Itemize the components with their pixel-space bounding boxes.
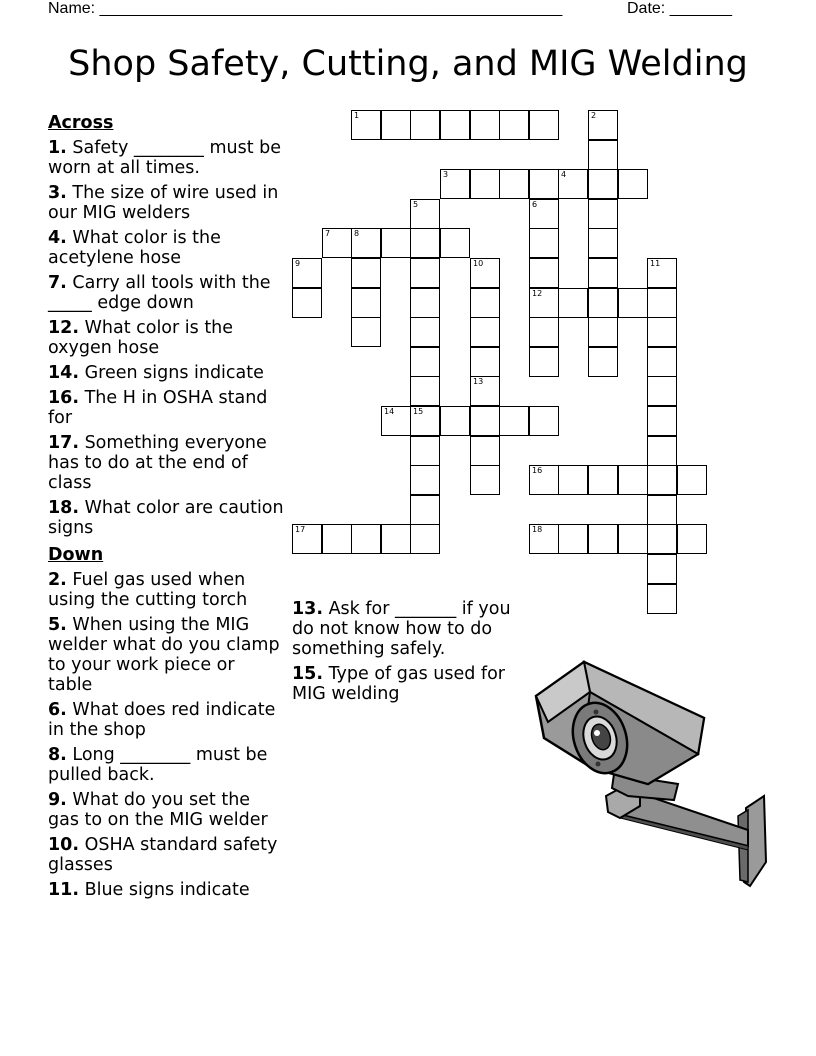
grid-cell[interactable] [529, 169, 559, 199]
grid-cell[interactable] [292, 288, 322, 318]
clue-across-18 [48, 498, 284, 538]
clue-number: 10. [48, 835, 80, 855]
grid-cell[interactable] [647, 524, 677, 554]
grid-cell[interactable] [499, 406, 529, 436]
grid-cell[interactable] [410, 317, 440, 347]
grid-cell[interactable] [588, 110, 618, 140]
clue-down-2 [48, 570, 284, 610]
clue-down-8 [48, 745, 284, 785]
clue-text: Green signs indicate [79, 363, 264, 383]
clue-number: 7. [48, 273, 67, 293]
clue-text: The H in OSHA stand for [48, 388, 268, 428]
grid-cell[interactable] [529, 110, 559, 140]
clue-number: 4. [48, 228, 67, 248]
cell-number: 9 [295, 259, 301, 268]
cell-number: 14 [384, 407, 395, 416]
grid-cell[interactable] [410, 199, 440, 229]
grid-cell[interactable] [647, 554, 677, 584]
cell-number: 18 [532, 525, 543, 534]
clues-column-right [292, 599, 518, 709]
grid-cell[interactable] [558, 465, 588, 495]
grid-cell[interactable] [588, 228, 618, 258]
grid-cell[interactable] [351, 258, 381, 288]
grid-cell[interactable] [322, 228, 352, 258]
grid-cell[interactable] [588, 317, 618, 347]
clue-text: OSHA standard safety glasses [48, 835, 278, 875]
grid-cell[interactable] [529, 288, 559, 318]
grid-cell[interactable] [558, 524, 588, 554]
grid-cell[interactable] [529, 258, 559, 288]
cell-number: 10 [473, 259, 484, 268]
clue-down-15 [292, 664, 518, 704]
grid-cell[interactable] [410, 406, 440, 436]
clue-down-13 [292, 599, 518, 659]
grid-cell[interactable] [647, 584, 677, 614]
grid-cell[interactable] [410, 228, 440, 258]
clue-across-14 [48, 363, 284, 383]
grid-cell[interactable] [470, 110, 500, 140]
grid-cell[interactable] [381, 406, 411, 436]
grid-cell[interactable] [440, 169, 470, 199]
grid-cell[interactable] [618, 288, 648, 318]
grid-cell[interactable] [588, 169, 618, 199]
grid-cell[interactable] [470, 169, 500, 199]
clue-number: 13. [292, 599, 324, 619]
cell-number: 2 [591, 111, 597, 120]
page-title: Shop Safety, Cutting, and MIG Welding [68, 44, 748, 84]
cell-number: 7 [325, 229, 331, 238]
grid-cell[interactable] [588, 288, 618, 318]
date-field[interactable]: Date: _______ [627, 0, 732, 17]
clue-number: 17. [48, 433, 80, 453]
clue-number: 3. [48, 183, 67, 203]
grid-cell[interactable] [351, 288, 381, 318]
cell-number: 16 [532, 466, 543, 475]
grid-cell[interactable] [618, 465, 648, 495]
clue-across-7 [48, 273, 284, 313]
clue-text: The size of wire used in our MIG welders [48, 183, 279, 223]
grid-cell[interactable] [588, 347, 618, 377]
grid-cell[interactable] [588, 199, 618, 229]
clue-text: Something everyone has to do at the end of class [48, 433, 267, 493]
grid-cell[interactable] [440, 110, 470, 140]
grid-cell[interactable] [440, 228, 470, 258]
grid-cell[interactable] [410, 524, 440, 554]
clue-down-6 [48, 700, 284, 740]
clue-down-11 [48, 880, 284, 900]
grid-cell[interactable] [529, 465, 559, 495]
grid-cell[interactable] [351, 524, 381, 554]
header [48, 0, 748, 20]
grid-cell[interactable] [410, 495, 440, 525]
cell-number: 3 [443, 170, 449, 179]
grid-cell[interactable] [529, 524, 559, 554]
grid-cell[interactable] [410, 376, 440, 406]
grid-cell[interactable] [470, 436, 500, 466]
grid-cell[interactable] [647, 288, 677, 318]
cell-number: 17 [295, 525, 306, 534]
clue-number: 8. [48, 745, 67, 765]
grid-cell[interactable] [470, 465, 500, 495]
cell-number: 4 [561, 170, 567, 179]
clue-text: Ask for _______ if you do not know how to do something safely. [292, 599, 511, 659]
grid-cell[interactable] [410, 288, 440, 318]
grid-cell[interactable] [351, 228, 381, 258]
clue-text: Safety ________ must be worn at all times. [48, 138, 282, 178]
clue-down-9 [48, 790, 284, 830]
clue-text: When using the MIG welder what do you clamp to your work piece or table [48, 615, 280, 695]
grid-cell[interactable] [647, 347, 677, 377]
grid-cell[interactable] [410, 110, 440, 140]
grid-cell[interactable] [381, 524, 411, 554]
grid-cell[interactable] [470, 258, 500, 288]
grid-cell[interactable] [647, 465, 677, 495]
clue-text: What color are caution signs [48, 498, 284, 538]
clue-number: 14. [48, 363, 80, 383]
cell-number: 8 [354, 229, 360, 238]
clue-across-17 [48, 433, 284, 493]
clue-across-16 [48, 388, 284, 428]
clue-number: 9. [48, 790, 67, 810]
clue-number: 11. [48, 880, 80, 900]
grid-cell[interactable] [440, 406, 470, 436]
clue-text: Type of gas used for MIG welding [292, 664, 505, 704]
grid-cell[interactable] [529, 199, 559, 229]
clue-text: What does red indicate in the shop [48, 700, 276, 740]
grid-cell[interactable] [499, 110, 529, 140]
grid-cell[interactable] [618, 169, 648, 199]
clue-text: What color is the acetylene hose [48, 228, 221, 268]
grid-cell[interactable] [647, 495, 677, 525]
clue-across-1 [48, 138, 284, 178]
grid-cell[interactable] [351, 317, 381, 347]
grid-cell[interactable] [381, 110, 411, 140]
grid-cell[interactable] [677, 524, 707, 554]
clue-down-5 [48, 615, 284, 695]
grid-cell[interactable] [529, 406, 559, 436]
grid-cell[interactable] [558, 288, 588, 318]
grid-cell[interactable] [558, 169, 588, 199]
clue-number: 16. [48, 388, 80, 408]
grid-cell[interactable] [322, 524, 352, 554]
clue-number: 1. [48, 138, 67, 158]
grid-cell[interactable] [410, 436, 440, 466]
clue-text: Carry all tools with the _____ edge down [48, 273, 271, 313]
grid-cell[interactable] [647, 436, 677, 466]
clue-across-3 [48, 183, 284, 223]
cell-number: 12 [532, 289, 543, 298]
grid-cell[interactable] [499, 169, 529, 199]
clue-text: Fuel gas used when using the cutting torch [48, 570, 248, 610]
clue-across-4 [48, 228, 284, 268]
clue-text: Long ________ must be pulled back. [48, 745, 268, 785]
down-heading: Down [48, 545, 104, 565]
grid-cell[interactable] [410, 465, 440, 495]
clue-number: 5. [48, 615, 67, 635]
security-camera-icon [528, 656, 770, 892]
grid-cell[interactable] [292, 258, 322, 288]
grid-cell[interactable] [410, 347, 440, 377]
cell-number: 6 [532, 200, 538, 209]
clue-number: 18. [48, 498, 80, 518]
cell-number: 11 [650, 259, 661, 268]
grid-cell[interactable] [470, 347, 500, 377]
clue-number: 2. [48, 570, 67, 590]
clue-number: 15. [292, 664, 324, 684]
clues-column-left [48, 113, 284, 905]
grid-cell[interactable] [647, 258, 677, 288]
grid-cell[interactable] [529, 317, 559, 347]
clue-number: 6. [48, 700, 67, 720]
grid-cell[interactable] [588, 258, 618, 288]
grid-cell[interactable] [470, 317, 500, 347]
name-field[interactable]: Name: ____________________________________________________ [48, 0, 563, 17]
grid-cell[interactable] [647, 406, 677, 436]
grid-cell[interactable] [588, 465, 618, 495]
clue-number: 12. [48, 318, 80, 338]
clue-text: What color is the oxygen hose [48, 318, 234, 358]
grid-cell[interactable] [647, 317, 677, 347]
grid-cell[interactable] [470, 406, 500, 436]
grid-cell[interactable] [470, 288, 500, 318]
grid-cell[interactable] [410, 258, 440, 288]
grid-cell[interactable] [618, 524, 648, 554]
grid-cell[interactable] [529, 228, 559, 258]
grid-cell[interactable] [588, 140, 618, 170]
grid-cell[interactable] [529, 347, 559, 377]
cell-number: 1 [354, 111, 360, 120]
grid-cell[interactable] [677, 465, 707, 495]
grid-cell[interactable] [292, 524, 322, 554]
cell-number: 13 [473, 377, 484, 386]
cell-number: 15 [413, 407, 424, 416]
cell-number: 5 [413, 200, 419, 209]
clue-down-10 [48, 835, 284, 875]
grid-cell[interactable] [588, 524, 618, 554]
grid-cell[interactable] [381, 228, 411, 258]
grid-cell[interactable] [470, 376, 500, 406]
across-heading: Across [48, 113, 114, 133]
clue-across-12 [48, 318, 284, 358]
clue-text: Blue signs indicate [79, 880, 250, 900]
grid-cell[interactable] [647, 376, 677, 406]
grid-cell[interactable] [351, 110, 381, 140]
clue-text: What do you set the gas to on the MIG welder [48, 790, 268, 830]
